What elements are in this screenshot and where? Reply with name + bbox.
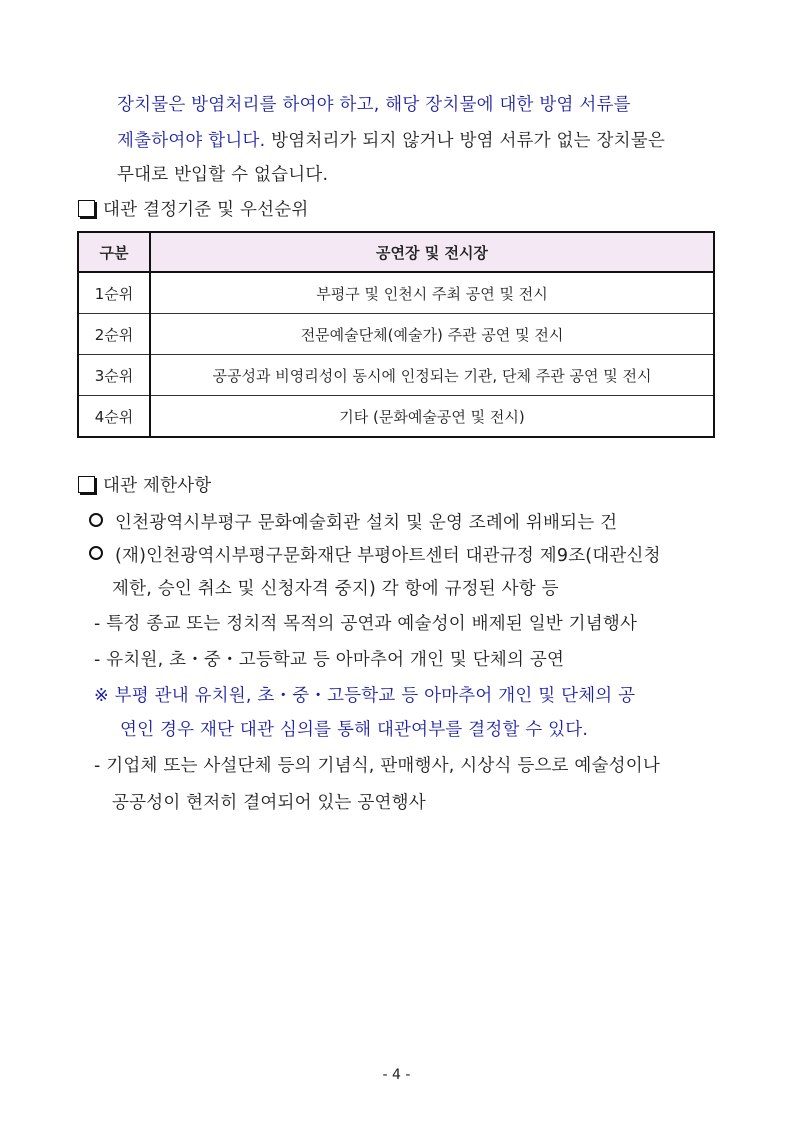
- section-heading-restrictions: [78, 472, 211, 497]
- restriction-bullet-1: [89, 509, 617, 534]
- circle-bullet-icon: [89, 513, 103, 527]
- restriction-bullet-2: [89, 542, 661, 567]
- section-title-priority: 대관 결정기준 및 우선순위: [103, 200, 309, 220]
- bullet-1-text: 인천광역시부평구 문화예술회관 설치 및 운영 조례에 위배되는 건: [115, 513, 618, 533]
- bullet-2-text-line-2: 제한, 승인 취소 및 신청자격 중지) 각 항에 규정된 사항 등: [112, 579, 559, 599]
- header-venue: 공연장 및 전시장: [150, 232, 714, 272]
- notice-line-2-highlight: 제출하여야 합니다.: [117, 131, 266, 151]
- desc-cell: 부평구 및 인천시 주최 공연 및 전시: [150, 272, 714, 314]
- restriction-dash-3-line-1: - 기업체 또는 사설단체 등의 기념식, 판매행사, 시상식 등으로 예술성이나: [94, 756, 660, 776]
- section-heading-priority: [78, 196, 308, 221]
- bullet-2-text-line-1: (재)인천광역시부평구문화재단 부평아트센터 대관규정 제9조(대관신청: [115, 546, 661, 566]
- page-number: - 4 -: [382, 1067, 411, 1083]
- checkbox-square-icon: [78, 476, 95, 493]
- table-row: [78, 396, 714, 438]
- desc-cell: 기타 (문화예술공연 및 전시): [150, 396, 714, 438]
- table-row: [78, 314, 714, 355]
- restriction-dash-3-line-2: 공공성이 현저히 결여되어 있는 공연행사: [112, 793, 426, 813]
- table-header-row: [78, 232, 714, 272]
- rank-cell: 2순위: [78, 314, 150, 355]
- rank-cell: 1순위: [78, 272, 150, 314]
- notice-line-3: 무대로 반입할 수 없습니다.: [117, 165, 329, 185]
- section-title-restrictions: 대관 제한사항: [103, 476, 212, 496]
- notice-line-2: [117, 127, 665, 152]
- notice-line-2-rest: 방염처리가 되지 않거나 방염 서류가 없는 장치물은: [265, 131, 665, 151]
- header-category: 구분: [78, 232, 150, 272]
- note-line-2: 연인 경우 재단 대관 심의를 통해 대관여부를 결정할 수 있다.: [120, 720, 589, 740]
- priority-table: [77, 231, 715, 438]
- desc-cell: 전문예술단체(예술가) 주관 공연 및 전시: [150, 314, 714, 355]
- rank-cell: 4순위: [78, 396, 150, 438]
- circle-bullet-icon: [89, 546, 103, 560]
- desc-cell: 공공성과 비영리성이 동시에 인정되는 기관, 단체 주관 공연 및 전시: [150, 355, 714, 396]
- rank-cell: 3순위: [78, 355, 150, 396]
- checkbox-square-icon: [78, 200, 95, 217]
- restriction-dash-2: - 유치원, 초・중・고등학교 등 아마추어 개인 및 단체의 공연: [94, 650, 565, 670]
- table-row: [78, 355, 714, 396]
- restriction-dash-1: - 특정 종교 또는 정치적 목적의 공연과 예술성이 배제된 일반 기념행사: [94, 614, 638, 634]
- note-line-1: ※ 부평 관내 유치원, 초・중・고등학교 등 아마추어 개인 및 단체의 공: [94, 686, 636, 706]
- table-row: [78, 272, 714, 314]
- notice-line-1: 장치물은 방염처리를 하여야 하고, 해당 장치물에 대한 방염 서류를: [117, 95, 631, 115]
